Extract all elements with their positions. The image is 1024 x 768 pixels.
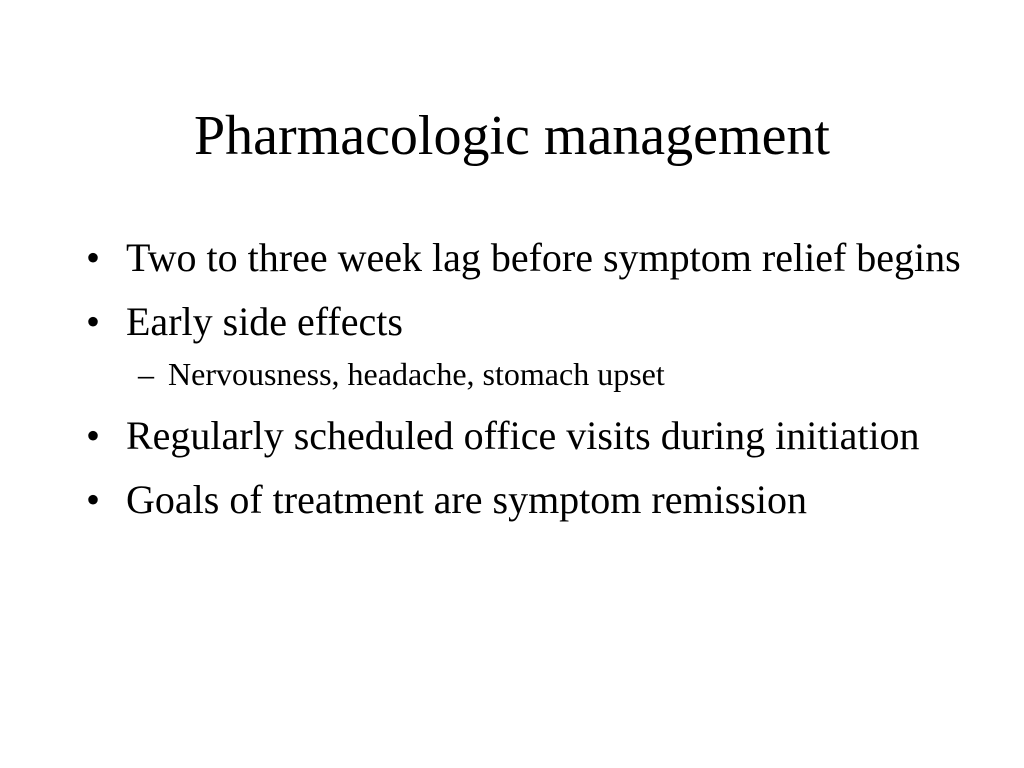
bullet-text: Two to three week lag before symptom relief begins xyxy=(126,235,961,280)
sub-bullet-text: Nervousness, headache, stomach upset xyxy=(168,356,665,392)
bullet-dot-icon: • xyxy=(86,235,101,280)
bullet-item xyxy=(86,296,966,348)
bullet-text: Early side effects xyxy=(126,299,403,344)
bullet-text: Regularly scheduled office visits during initiation xyxy=(126,413,920,458)
bullet-dot-icon: • xyxy=(86,413,101,458)
bullet-item xyxy=(86,410,966,462)
slide-title: Pharmacologic management xyxy=(194,105,830,167)
bullet-item xyxy=(86,232,966,284)
bullet-item xyxy=(86,474,966,526)
bullet-list xyxy=(86,232,966,538)
bullet-dot-icon: • xyxy=(86,477,101,522)
sub-bullet-item xyxy=(86,354,966,394)
bullet-text: Goals of treatment are symptom remission xyxy=(126,477,807,522)
bullet-dot-icon: • xyxy=(86,299,101,344)
dash-icon: – xyxy=(138,356,154,392)
